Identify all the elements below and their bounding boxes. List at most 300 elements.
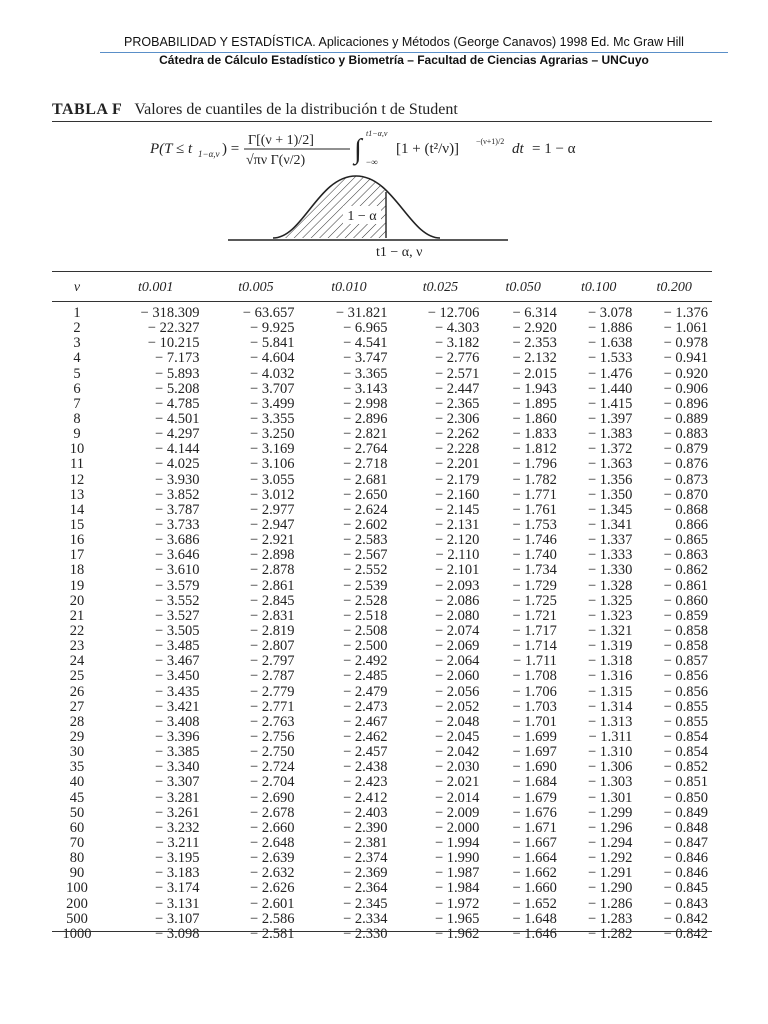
quantile-cell: − 1.994 <box>435 834 480 851</box>
quantile-cell: − 2.330 <box>343 925 388 942</box>
nu-cell: 9 <box>73 426 81 443</box>
quantile-cell: − 2.704 <box>250 774 295 791</box>
quantile-cell: − 3.408 <box>155 713 200 730</box>
nu-cell: 90 <box>69 865 85 882</box>
quantile-cell: − 0.842 <box>663 925 708 942</box>
quantile-cell: − 1.812 <box>512 441 557 458</box>
nu-cell: 12 <box>69 471 85 488</box>
quantile-cell: − 2.845 <box>250 592 295 609</box>
quantile-cell: − 1.296 <box>588 819 633 836</box>
svg-text:∫: ∫ <box>354 134 362 165</box>
quantile-cell: − 1.987 <box>435 865 480 882</box>
quantile-cell: − 3.131 <box>155 895 200 912</box>
quantile-cell: − 1.291 <box>588 865 633 882</box>
quantile-cell: − 1.337 <box>588 532 633 549</box>
quantile-cell: − 1.962 <box>435 925 480 942</box>
quantile-cell: − 1.965 <box>435 910 480 927</box>
quantile-cell: − 1.671 <box>512 819 557 836</box>
bottom-rule <box>52 931 712 932</box>
quantile-cell: − 1.708 <box>512 668 557 685</box>
quantile-cell: − 2.015 <box>512 365 557 382</box>
table-row <box>52 563 712 578</box>
quantile-cell: − 3.098 <box>155 925 200 942</box>
quantile-cell: − 2.771 <box>250 698 295 715</box>
quantile-cell: − 2.365 <box>435 395 480 412</box>
quantile-cell: − 0.978 <box>663 335 708 352</box>
quantile-cell: − 2.660 <box>250 819 295 836</box>
table-row <box>52 579 712 594</box>
quantile-cell: − 5.893 <box>155 365 200 382</box>
quantile-cell: − 3.787 <box>155 501 200 518</box>
quantile-cell: − 1.753 <box>512 517 557 534</box>
quantile-cell: − 2.334 <box>343 910 388 927</box>
column-header: t0.001 <box>138 280 174 295</box>
nu-cell: 200 <box>66 895 88 912</box>
quantile-cell: − 2.896 <box>343 411 388 428</box>
column-header: ν <box>73 280 81 295</box>
svg-text:−(ν+1)/2: −(ν+1)/2 <box>476 137 505 146</box>
quantile-cell: − 0.865 <box>663 532 708 549</box>
quantile-cell: − 0.889 <box>663 411 708 428</box>
quantile-cell: − 2.364 <box>343 880 388 897</box>
nu-cell: 5 <box>73 365 81 382</box>
nu-cell: 50 <box>69 804 85 821</box>
quantile-cell: − 2.306 <box>435 411 480 428</box>
quantile-cell: − 2.064 <box>435 653 480 670</box>
quantile-cell: − 0.859 <box>663 607 708 624</box>
quantile-cell: − 2.878 <box>250 562 295 579</box>
quantile-cell: − 2.602 <box>343 517 388 534</box>
quantile-cell: − 2.000 <box>435 819 480 836</box>
quantile-cell: − 0.896 <box>663 395 708 412</box>
quantile-cell: − 3.467 <box>155 653 200 670</box>
quantile-cell: − 2.779 <box>250 683 295 700</box>
nu-cell: 100 <box>66 880 88 897</box>
quantile-cell: − 0.848 <box>663 819 708 836</box>
table-row <box>52 548 712 563</box>
quantile-cell: − 2.412 <box>343 789 388 806</box>
table-row <box>52 866 712 881</box>
quantile-cell: − 3.450 <box>155 668 200 685</box>
quantile-cell: − 3.365 <box>343 365 388 382</box>
svg-text:= 1 − α: = 1 − α <box>532 141 576 157</box>
quantile-cell: − 2.060 <box>435 668 480 685</box>
quantile-cell: − 3.340 <box>155 759 200 776</box>
quantile-cell: − 2.262 <box>435 426 480 443</box>
nu-cell: 16 <box>69 532 85 549</box>
quantile-cell: − 1.706 <box>512 683 557 700</box>
quantile-cell: − 1.746 <box>512 532 557 549</box>
nu-cell: 8 <box>73 411 81 428</box>
quantile-cell: − 0.861 <box>663 577 708 594</box>
quantile-cell: − 2.681 <box>343 471 388 488</box>
quantile-cell: − 1.860 <box>512 411 557 428</box>
quantile-cell: − 1.886 <box>588 320 633 337</box>
table-caption: Valores de cuantiles de la distribución t de Student <box>134 101 458 118</box>
quantile-cell: − 2.807 <box>250 638 295 655</box>
quantile-cell: − 1.833 <box>512 426 557 443</box>
quantile-cell: − 1.667 <box>512 834 557 851</box>
quantile-cell: − 2.447 <box>435 380 480 397</box>
quantile-cell: − 1.376 <box>663 305 708 322</box>
svg-text:Γ[(ν + 1)/2]: Γ[(ν + 1)/2] <box>248 133 314 148</box>
table-row <box>52 912 712 927</box>
quantile-cell: − 1.676 <box>512 804 557 821</box>
quantile-cell: − 1.313 <box>588 713 633 730</box>
quantile-cell: − 2.648 <box>250 834 295 851</box>
table-row <box>52 488 712 503</box>
quantile-cell: − 4.144 <box>155 441 200 458</box>
svg-text:[1 + (t²/ν)]: [1 + (t²/ν)] <box>396 141 460 157</box>
nu-cell: 1000 <box>62 925 92 942</box>
quantile-cell: − 2.797 <box>250 653 295 670</box>
quantile-cell: − 0.862 <box>663 562 708 579</box>
quantile-cell: − 1.711 <box>513 653 557 670</box>
quantile-cell: − 2.518 <box>343 607 388 624</box>
quantile-cell: − 1.333 <box>588 547 633 564</box>
quantile-cell: − 3.211 <box>155 834 200 851</box>
table-header-row <box>52 276 712 300</box>
formula-graphic <box>150 128 630 168</box>
quantile-cell: − 2.977 <box>250 501 295 518</box>
quantile-cell: − 63.657 <box>242 305 295 322</box>
quantile-cell: − 2.861 <box>250 577 295 594</box>
quantile-cell: − 1.306 <box>588 759 633 776</box>
quantile-cell: 0.866 <box>675 517 708 534</box>
quantile-cell: − 2.438 <box>343 759 388 776</box>
table-row <box>52 700 712 715</box>
quantile-cell: − 2.014 <box>435 789 480 806</box>
nu-cell: 27 <box>69 698 85 715</box>
quantile-cell: − 2.567 <box>343 547 388 564</box>
quantile-cell: − 3.232 <box>155 819 200 836</box>
nu-cell: 45 <box>69 789 85 806</box>
quantile-cell: − 2.101 <box>435 562 480 579</box>
quantile-cell: − 2.750 <box>250 744 295 761</box>
quantile-cell: − 1.061 <box>663 320 708 337</box>
table-row <box>52 533 712 548</box>
table-row <box>52 382 712 397</box>
quantile-cell: − 0.920 <box>663 365 708 382</box>
table-row <box>52 321 712 336</box>
quantile-cell: − 3.261 <box>155 804 200 821</box>
quantile-cell: − 0.849 <box>663 804 708 821</box>
quantile-cell: − 1.717 <box>512 623 557 640</box>
quantile-cell: − 0.855 <box>663 698 708 715</box>
quantile-cell: − 3.250 <box>250 426 295 443</box>
quantile-cell: − 2.052 <box>435 698 480 715</box>
quantile-cell: − 0.850 <box>663 789 708 806</box>
quantile-cell: − 2.345 <box>343 895 388 912</box>
quantile-cell: − 1.330 <box>588 562 633 579</box>
top-rule <box>52 121 712 122</box>
nu-cell: 19 <box>69 577 85 594</box>
nu-cell: 500 <box>66 910 88 927</box>
quantile-cell: − 1.318 <box>588 653 633 670</box>
nu-cell: 24 <box>69 653 85 670</box>
nu-cell: 14 <box>69 501 85 518</box>
quantile-cell: − 3.686 <box>155 532 200 549</box>
quantile-cell: − 3.707 <box>250 380 295 397</box>
quantile-cell: − 1.294 <box>588 834 633 851</box>
quantile-cell: − 1.372 <box>588 441 633 458</box>
quantile-cell: − 2.369 <box>343 865 388 882</box>
quantile-cell: − 3.396 <box>155 729 200 745</box>
quantile-cell: − 318.309 <box>140 305 200 322</box>
table-row <box>52 896 712 911</box>
nu-cell: 22 <box>69 623 85 640</box>
quantile-cell: − 2.552 <box>343 562 388 579</box>
quantile-cell: − 3.505 <box>155 623 200 640</box>
quantile-cell: − 2.650 <box>343 486 388 503</box>
quantile-cell: − 2.571 <box>435 365 480 382</box>
quantile-cell: − 4.501 <box>155 411 200 428</box>
quantile-cell: − 0.876 <box>663 456 708 473</box>
quantile-cell: − 0.856 <box>663 668 708 685</box>
quantile-cell: − 1.282 <box>588 925 633 942</box>
quantile-cell: − 1.690 <box>512 759 557 776</box>
table-row <box>52 518 712 533</box>
quantile-cell: − 1.729 <box>512 577 557 594</box>
quantile-cell: − 2.074 <box>435 623 480 640</box>
quantile-cell: − 0.855 <box>663 713 708 730</box>
nu-cell: 15 <box>69 517 85 534</box>
quantile-cell: − 0.856 <box>663 683 708 700</box>
quantile-cell: − 1.325 <box>588 592 633 609</box>
area-label: 1 − α <box>347 209 377 224</box>
quantile-cell: − 2.045 <box>435 729 480 745</box>
quantile-cell: − 1.761 <box>512 501 557 518</box>
quantile-cell: − 0.846 <box>663 865 708 882</box>
quantile-cell: − 2.086 <box>435 592 480 609</box>
quantile-cell: − 1.725 <box>512 592 557 609</box>
svg-text:) =: ) = <box>222 141 240 157</box>
svg-text:P(T ≤ t: P(T ≤ t <box>150 141 193 157</box>
quantile-cell: − 2.030 <box>435 759 480 776</box>
table-row <box>52 457 712 472</box>
svg-text:t1−α,ν: t1−α,ν <box>366 129 388 138</box>
quantile-cell: − 2.998 <box>343 395 388 412</box>
table-row <box>52 775 712 790</box>
quantile-cell: − 3.747 <box>343 350 388 367</box>
quantile-cell: − 12.706 <box>427 305 480 322</box>
quantile-cell: − 2.764 <box>343 441 388 458</box>
quantile-cell: − 0.873 <box>663 471 708 488</box>
quantile-cell: − 1.303 <box>588 774 633 791</box>
nu-cell: 11 <box>70 456 84 473</box>
cdf-formula <box>150 128 630 168</box>
quantile-cell: − 2.898 <box>250 547 295 564</box>
nu-cell: 13 <box>69 486 85 503</box>
quantile-cell: − 1.699 <box>512 729 557 745</box>
quantile-cell: − 2.353 <box>512 335 557 352</box>
header-top-rule <box>52 271 712 272</box>
quantile-cell: − 1.646 <box>512 925 557 942</box>
quantile-cell: − 1.299 <box>588 804 633 821</box>
svg-text:√πν Γ(ν/2): √πν Γ(ν/2) <box>246 153 306 168</box>
quantile-cell: − 2.457 <box>343 744 388 761</box>
quantile-cell: − 2.132 <box>512 350 557 367</box>
quantile-cell: − 0.854 <box>663 729 708 745</box>
quantile-cell: − 1.440 <box>588 380 633 397</box>
quantile-cell: − 2.508 <box>343 623 388 640</box>
table-label: TABLA F <box>52 101 123 118</box>
table-row <box>52 745 712 760</box>
quantile-cell: − 2.776 <box>435 350 480 367</box>
quantile-cell: − 1.652 <box>512 895 557 912</box>
table-row <box>52 821 712 836</box>
bell-curve-graphic <box>228 168 508 248</box>
quantile-cell: − 1.315 <box>588 683 633 700</box>
nu-cell: 17 <box>69 547 85 564</box>
nu-cell: 40 <box>69 774 85 791</box>
table-row <box>52 715 712 730</box>
quantile-cell: − 2.021 <box>435 774 480 791</box>
svg-text:dt: dt <box>512 141 524 157</box>
quantile-cell: − 4.297 <box>155 426 200 443</box>
quantile-cell: − 0.847 <box>663 834 708 851</box>
quantile-cell: − 0.870 <box>663 486 708 503</box>
column-header: t0.100 <box>580 280 617 295</box>
quantile-cell: − 5.841 <box>250 335 295 352</box>
quantile-cell: − 2.819 <box>250 623 295 640</box>
quantile-cell: − 2.492 <box>343 653 388 670</box>
quantile-cell: − 3.182 <box>435 335 480 352</box>
quantile-cell: − 10.215 <box>147 335 200 352</box>
quantile-cell: − 3.930 <box>155 471 200 488</box>
quantile-cell: − 1.990 <box>435 850 480 867</box>
quantile-cell: − 2.920 <box>512 320 557 337</box>
quantile-cell: − 2.601 <box>250 895 295 912</box>
nu-cell: 35 <box>69 759 85 776</box>
quantile-cell: − 3.078 <box>588 305 633 322</box>
quantile-cell: − 2.581 <box>250 925 295 942</box>
table-row <box>52 639 712 654</box>
quantile-cell: − 2.473 <box>343 698 388 715</box>
quantile-cell: − 3.307 <box>155 774 200 791</box>
column-header: t0.025 <box>422 280 459 295</box>
table-row <box>52 836 712 851</box>
nu-cell: 1 <box>73 305 81 322</box>
quantile-cell: − 1.701 <box>512 713 557 730</box>
quantile-cell: − 2.947 <box>250 517 295 534</box>
quantile-cell: − 3.281 <box>155 789 200 806</box>
quantile-cell: − 1.679 <box>512 789 557 806</box>
quantile-cell: − 0.883 <box>663 426 708 443</box>
quantile-cell: − 0.868 <box>663 501 708 518</box>
quantile-cell: − 1.943 <box>512 380 557 397</box>
quantile-cell: − 3.107 <box>155 910 200 927</box>
nu-cell: 4 <box>73 350 81 367</box>
quantile-cell: − 2.145 <box>435 501 480 518</box>
column-header: t0.050 <box>505 280 541 295</box>
quantile-cell: − 1.476 <box>588 365 633 382</box>
table-row <box>52 881 712 896</box>
quantile-cell: − 3.174 <box>155 880 200 897</box>
quantile-cell: − 2.787 <box>250 668 295 685</box>
table-row <box>52 336 712 351</box>
quantile-axis-label: t1 − α, ν <box>376 245 423 260</box>
nu-cell: 6 <box>73 380 81 397</box>
quantile-cell: − 1.383 <box>588 426 633 443</box>
quantile-cell: − 2.069 <box>435 638 480 655</box>
quantile-cell: − 1.323 <box>588 607 633 624</box>
nu-cell: 80 <box>69 850 85 867</box>
quantile-cell: − 22.327 <box>147 320 200 337</box>
nu-cell: 70 <box>69 834 85 851</box>
t-distribution-figure <box>228 168 508 253</box>
nu-cell: 7 <box>73 395 81 412</box>
quantile-cell: − 2.485 <box>343 668 388 685</box>
nu-cell: 28 <box>69 713 85 730</box>
quantile-cell: − 2.724 <box>250 759 295 776</box>
nu-cell: 29 <box>69 729 85 745</box>
quantile-cell: − 2.528 <box>343 592 388 609</box>
quantile-cell: − 1.782 <box>512 471 557 488</box>
quantile-cell: − 2.624 <box>343 501 388 518</box>
quantile-cell: − 1.311 <box>588 729 633 745</box>
quantile-cell: − 2.056 <box>435 683 480 700</box>
quantile-cell: − 3.195 <box>155 850 200 867</box>
quantile-cell: − 1.664 <box>512 850 557 867</box>
quantile-cell: − 2.539 <box>343 577 388 594</box>
quantile-cell: − 2.201 <box>435 456 480 473</box>
quantile-cell: − 2.690 <box>250 789 295 806</box>
quantile-cell: − 1.895 <box>512 395 557 412</box>
svg-text:1−α,ν: 1−α,ν <box>198 149 220 159</box>
quantile-cell: − 2.632 <box>250 865 295 882</box>
quantile-cell: − 2.583 <box>343 532 388 549</box>
quantile-cell: − 2.462 <box>343 729 388 745</box>
quantile-cell: − 2.423 <box>343 774 388 791</box>
table-row <box>52 351 712 366</box>
quantile-cell: − 1.734 <box>512 562 557 579</box>
quantile-cell: − 2.831 <box>250 607 295 624</box>
quantile-cell: − 2.479 <box>343 683 388 700</box>
quantile-cell: − 1.345 <box>588 501 633 518</box>
quantile-cell: − 6.965 <box>343 320 388 337</box>
quantile-cell: − 0.845 <box>663 880 708 897</box>
quantile-cell: − 1.984 <box>435 880 480 897</box>
quantile-cell: − 2.009 <box>435 804 480 821</box>
quantile-cell: − 1.796 <box>512 456 557 473</box>
quantile-cell: − 3.055 <box>250 471 295 488</box>
quantile-cell: − 2.467 <box>343 713 388 730</box>
quantile-cell: − 4.541 <box>343 335 388 352</box>
table-row <box>52 685 712 700</box>
quantile-cell: − 2.639 <box>250 850 295 867</box>
quantile-cell: − 3.646 <box>155 547 200 564</box>
quantile-cell: − 0.860 <box>663 592 708 609</box>
quantile-cell: − 1.697 <box>512 744 557 761</box>
table-row <box>52 367 712 382</box>
t-quantile-table <box>52 276 712 942</box>
quantile-cell: − 0.906 <box>663 380 708 397</box>
nu-cell: 26 <box>69 683 85 700</box>
quantile-cell: − 0.941 <box>663 350 708 367</box>
quantile-cell: − 2.042 <box>435 744 480 761</box>
quantile-cell: − 1.310 <box>588 744 633 761</box>
quantile-cell: − 3.610 <box>155 562 200 579</box>
table-title <box>52 101 458 119</box>
svg-text:−∞: −∞ <box>366 157 378 167</box>
quantile-cell: − 1.662 <box>512 865 557 882</box>
quantile-cell: − 2.131 <box>435 517 480 534</box>
quantile-cell: − 1.286 <box>588 895 633 912</box>
table-row <box>52 760 712 775</box>
table-row <box>52 442 712 457</box>
quantile-cell: − 1.714 <box>512 638 557 655</box>
